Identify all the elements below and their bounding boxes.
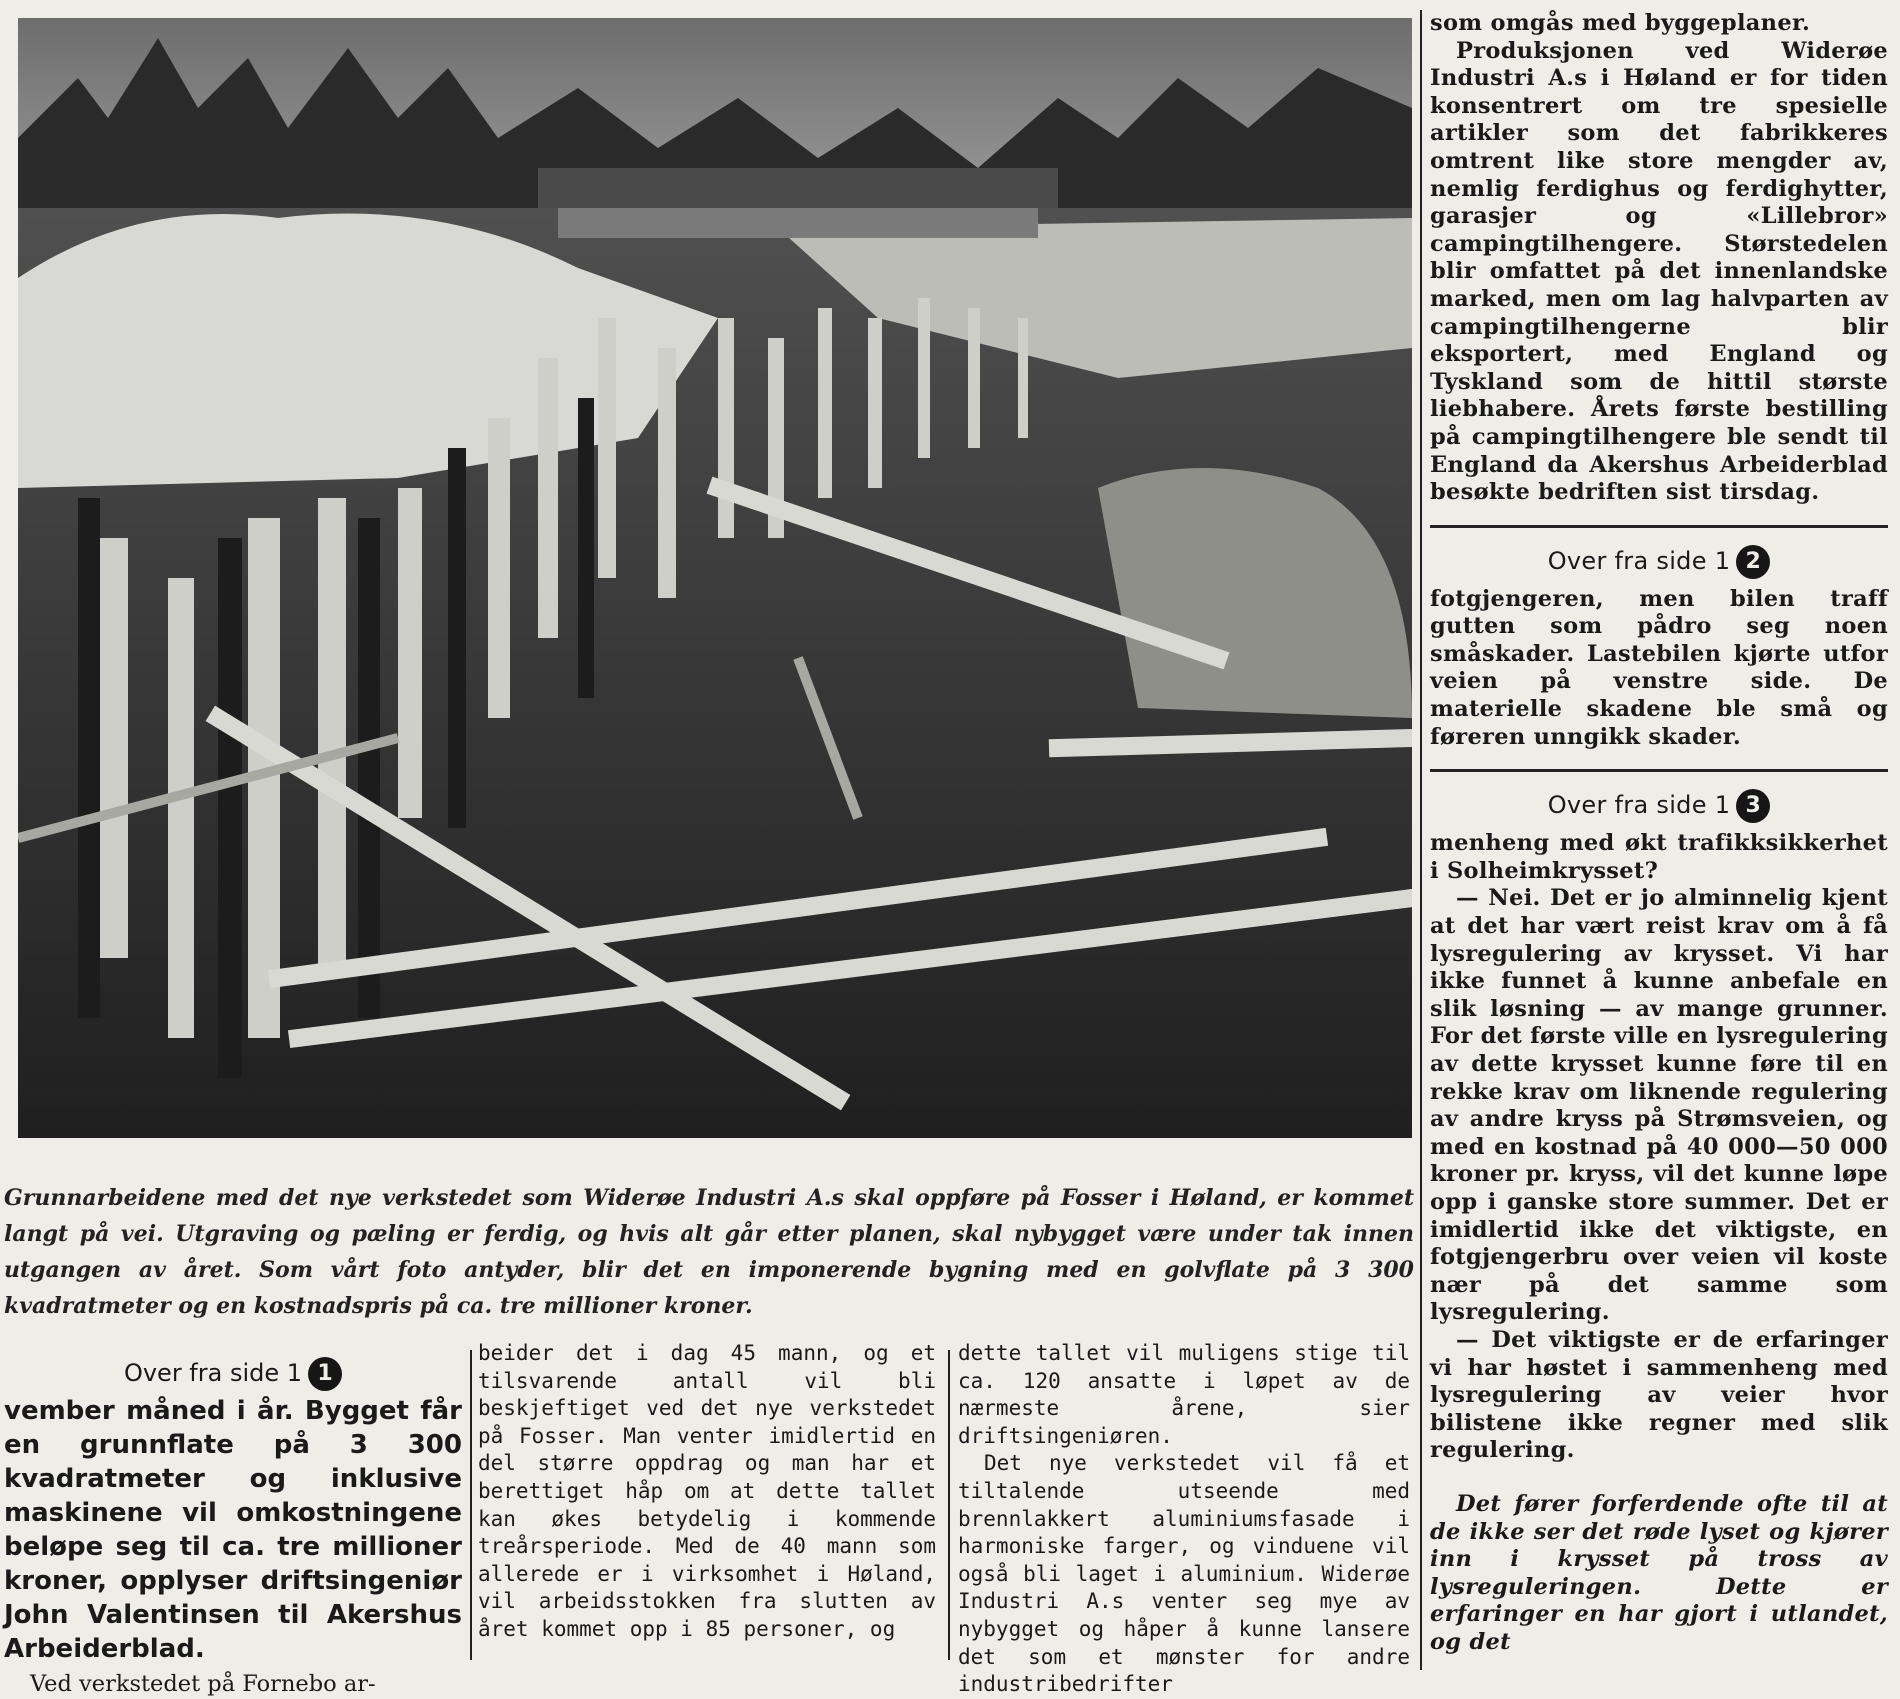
continuation-header-3: [1430, 786, 1888, 824]
bottom-column-3: [958, 1340, 1410, 1699]
right-column: [1430, 10, 1888, 1656]
construction-site-photo-drawing: [18, 18, 1412, 1138]
continuation-label: Over fra side 1: [1547, 546, 1731, 575]
bottom-col3-paragraph-1: dette tallet vil muligens stige til ca. 120 ansatte i løpet av de nærmeste årene, sier driftsingeniøren.: [958, 1341, 1410, 1448]
continuation-header-2: [1430, 542, 1888, 580]
bottom-col3-paragraph-2: Det nye verkstedet vil få et tiltalende utseende med brennlakkert aluminiumsfasade i harmoniske farger, og vinduene vil også bli laget i aluminium. Widerøe Industri A.s venter seg mye av nybygget og håper å kunne lansere det som et mønster for andre industribedrifter: [958, 1451, 1410, 1697]
photo-caption: Grunnarbeidene med det nye verkstedet som Widerøe Industri A.s skal oppføre på Fosser i Høland, er kommet langt på vei. Utgraving og pæling er ferdig, og hvis alt går etter planen, skal nybygget være under tak innen utgangen av året. Som vårt foto antyder, blir det en imponerende bygning med en golvflate på 3 300 kvadratmeter og en kostnadspris på ca. tre millioner kroner.: [4, 1185, 1414, 1319]
circled-number-icon: 3: [1736, 789, 1770, 823]
bottom-column-2: [478, 1340, 936, 1644]
circled-number-icon: 1: [308, 1357, 342, 1391]
lead-paragraph: vember måned i år. Bygget får en grunnflate på 3 300 kvadratmeter og inklusive maskinene vil omkostningene beløpe seg til ca. tre millioner kroner, opplyser driftsingeniør John Valentinsen til Akershus Arbeiderblad.: [4, 1396, 462, 1664]
bottom-col1-paragraph: Ved verkstedet på Fornebo ar-: [30, 1671, 376, 1697]
right-paragraph-7: Det fører forferdende ofte til at de ikke ser det røde lyset og kjører inn i krysset på tross av lysreguleringen. Dette er erfaringer en har gjort i utlandet, og det: [1430, 1490, 1888, 1655]
section-divider: [1430, 769, 1888, 772]
right-paragraph-1: som omgås med byggeplaner.: [1430, 10, 1811, 36]
column-divider: [470, 1350, 472, 1660]
bottom-col2-paragraph: beider det i dag 45 mann, og et tilsvarende antall vil bli beskjeftiget ved det nye verkstedet på Fosser. Man venter imidlertid en del større oppdrag og man har et berettiget håp om at dette tallet kan økes betydelig i kommende treårsperiode. Med de 40 mann som allerede er i virksomhet i Høland, vil arbeidsstokken fra slutten av året kommet opp i 85 personer, og: [478, 1341, 936, 1641]
right-paragraph-6: — Det viktigste er de erfaringer vi har høstet i sammenheng med lysregulering av veier hvor bilistene ikke regner med slik regulering.: [1430, 1326, 1888, 1464]
bottom-column-1: [4, 1348, 462, 1698]
section-divider: [1430, 525, 1888, 528]
continuation-header-1: [4, 1354, 462, 1392]
column-divider: [1420, 10, 1422, 1670]
continuation-label: Over fra side 1: [1547, 791, 1731, 820]
circled-number-icon: 2: [1736, 545, 1770, 579]
right-paragraph-4: menheng med økt trafikksikkerhet i Solheimkrysset?: [1430, 830, 1888, 884]
continuation-label: Over fra side 1: [123, 1359, 303, 1387]
right-paragraph-5: — Nei. Det er jo alminnelig kjent at det har vært reist krav om å få lysregulering av krysset. Vi har ikke funnet å kunne anbefale en slik løsning — av mange grunner. For det første ville en lysregulering av dette krysset kunne føre til en rekke krav om liknende regulering av andre kryss på Strømsveien, og med en kostnad på 40 000—50 000 kroner pr. kryss, vil det kunne løpe opp i ganske store summer. Det er imidlertid ikke det viktigste, en fotgjengerbru over veien vil koste nær på det samme som lysregulering.: [1430, 885, 1888, 1326]
construction-site-photo: [18, 18, 1412, 1138]
column-divider: [948, 1350, 950, 1660]
right-paragraph-2: Produksjonen ved Widerøe Industri A.s i Høland er for tiden konsentrert om tre spesielle artikler som det fabrikkeres omtrent like store mengder av, nemlig ferdighus og ferdighytter, garasjer og «Lillebror» campingtilhengere. Størstedelen blir omfattet på det innenlandske marked, men om lag halvparten av campingtilhengerne blir eksportert, med England og Tyskland som de hittil største liebhabere. Årets første bestilling på campingtilhengere ble sendt til England da Akershus Arbeiderblad besøkte bedriften sist tirsdag.: [1430, 37, 1888, 506]
right-paragraph-3: fotgjengeren, men bilen traff gutten som pådro seg noen småskader. Lastebilen kjørte utfor veien på venstre side. De materielle skadene ble små og føreren unngikk skader.: [1430, 585, 1888, 750]
